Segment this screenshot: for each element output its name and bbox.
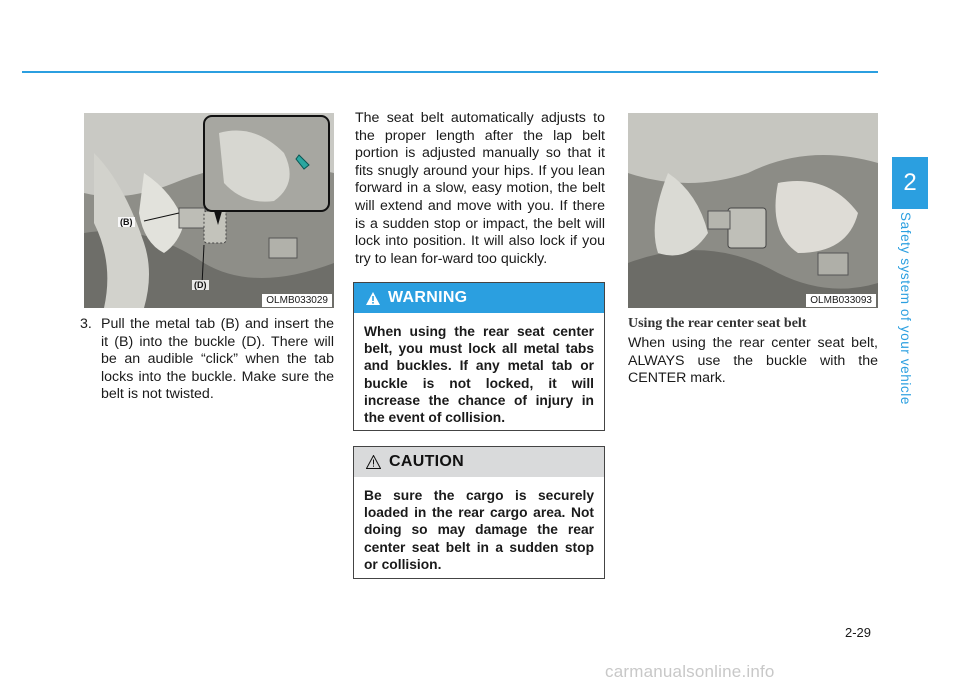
callout-d: (D) xyxy=(194,280,207,290)
watermark: carmanualsonline.info xyxy=(605,662,775,681)
center-belt-paragraph: When using the rear center seat belt, ALWAYS use the buckle with the CENTER mark. xyxy=(628,335,878,387)
warning-triangle-icon xyxy=(366,292,380,305)
buckle-insert-illustration xyxy=(84,113,334,308)
step-number: 3. xyxy=(80,316,92,332)
step-text: Pull the metal tab (B) and insert the it (B) into the buckle (D). There will be an audible “click” when the tab locks into the buckle. Make sure the belt is not twisted. xyxy=(101,316,334,402)
caution-box xyxy=(353,446,605,579)
figure-center-buckle xyxy=(628,113,878,308)
caution-triangle-icon xyxy=(366,455,381,469)
warning-box xyxy=(353,282,605,431)
center-buckle-illustration xyxy=(628,113,878,308)
figure-buckle-insert xyxy=(84,113,334,308)
callout-b: (B) xyxy=(120,217,133,227)
figure-code: OLMB033093 xyxy=(806,294,876,307)
chapter-tab xyxy=(892,157,928,209)
header-rule xyxy=(22,71,878,73)
chapter-title: Safety system of your vehicle xyxy=(898,212,913,405)
step-3 xyxy=(80,316,334,404)
caution-title: CAUTION xyxy=(389,453,464,470)
section-heading: Using the rear center seat belt xyxy=(628,316,807,331)
warning-header xyxy=(354,283,604,313)
caution-body: Be sure the cargo is securely loaded in the rear cargo area. Not doing so may damage the rear center seat belt in a sudden stop or collision. xyxy=(364,488,594,572)
chapter-number: 2 xyxy=(903,169,917,196)
warning-body: When using the rear seat center belt, you must lock all metal tabs and buckles. If any metal tab or buckle is not locked, it will increase the chance of injury in the event of collision. xyxy=(364,324,594,426)
chapter-title-vertical xyxy=(896,212,916,405)
caution-header xyxy=(354,447,604,477)
figure-code: OLMB033029 xyxy=(262,294,332,307)
page-number: 2-29 xyxy=(845,625,872,640)
auto-adjust-paragraph: The seat belt automatically adjusts to the proper length after the lap belt portion is adjusted manually so that it fits snugly around your hips. If you lean forward in a slow, easy motion, the belt will extend and move with you. If there is a sudden stop or impact, the belt will lock into position. It will also lock if you try to lean for-ward too quickly. xyxy=(355,110,605,267)
warning-title: WARNING xyxy=(388,289,468,306)
